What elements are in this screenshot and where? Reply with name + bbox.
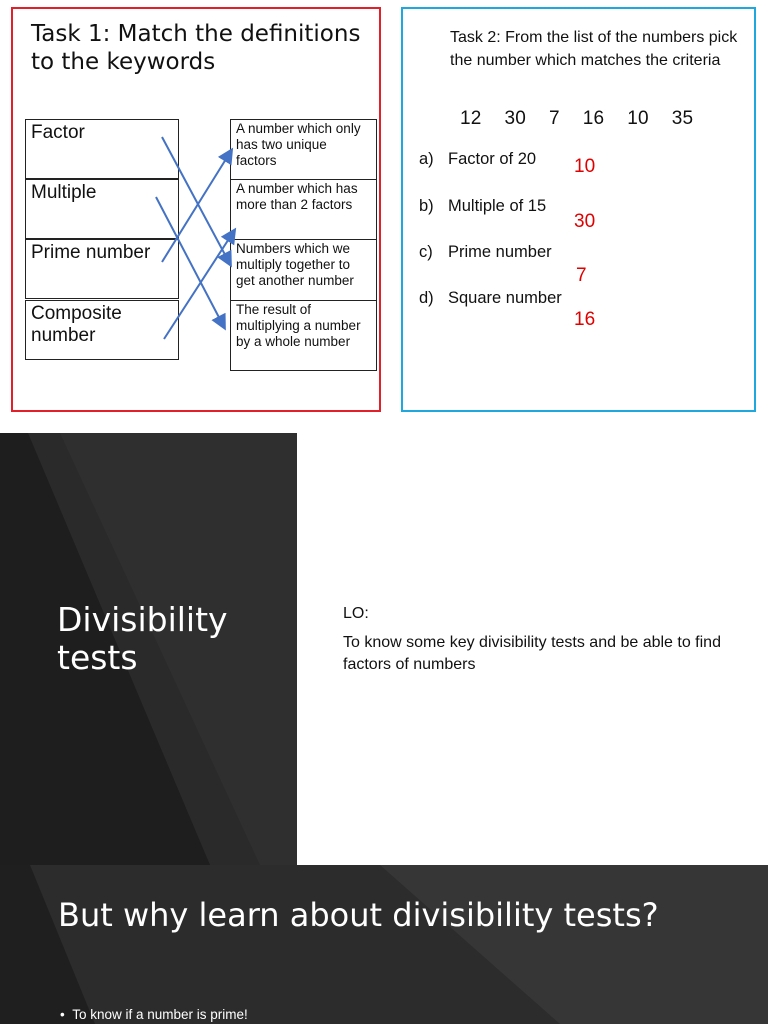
bullet-dot-icon: • xyxy=(60,1007,73,1022)
slide-diagonal-shading xyxy=(0,865,768,1024)
task1-title: Task 1: Match the definitions to the keywords xyxy=(31,21,361,75)
keyword-multiple: Multiple xyxy=(25,179,179,239)
lo-text: To know some key divisibility tests and be able to find factors of numbers xyxy=(343,634,721,673)
keyword-factor: Factor xyxy=(25,119,179,179)
question-a-text: Factor of 20 xyxy=(448,150,537,168)
numbers-list: 12 30 7 16 10 35 xyxy=(460,108,694,129)
arrow-composite-number xyxy=(164,231,234,339)
slide-title: Divisibility tests xyxy=(57,600,228,677)
answer-d: 16 xyxy=(574,309,596,330)
title-panel xyxy=(0,433,297,865)
question-b-text: Multiple of 15 xyxy=(448,197,547,215)
slide-divisibility-title xyxy=(0,433,768,865)
question-b-letter: b) xyxy=(419,197,434,215)
slide-task-matching xyxy=(0,0,768,433)
slide-title: But why learn about divisibility tests? xyxy=(58,896,659,934)
task2-title: Task 2: From the list of the numbers pick the number which matches the criteria xyxy=(450,29,738,69)
question-a-letter: a) xyxy=(419,150,434,168)
question-c-letter: c) xyxy=(419,243,433,261)
definition-prime: A number which only has two unique factors xyxy=(230,119,377,180)
answer-c: 7 xyxy=(576,265,587,286)
answer-b: 30 xyxy=(574,211,596,232)
keyword-composite-number: Composite number xyxy=(25,300,179,360)
keyword-prime-number: Prime number xyxy=(25,239,179,299)
bullet-text: To know if a number is prime! xyxy=(72,1007,248,1022)
definition-factor: Numbers which we multiply together to get another number xyxy=(230,239,377,301)
definition-composite: A number which has more than 2 factors xyxy=(230,179,377,240)
bullet-item xyxy=(60,1007,248,1022)
question-d-letter: d) xyxy=(419,289,434,307)
answer-a: 10 xyxy=(574,156,596,177)
matching-arrows xyxy=(0,0,400,420)
definition-multiple: The result of multiplying a number by a whole number xyxy=(230,300,377,371)
lo-label: LO: xyxy=(343,605,369,622)
slide-why-learn xyxy=(0,865,768,1024)
question-c-text: Prime number xyxy=(448,243,552,261)
question-d-text: Square number xyxy=(448,289,562,307)
